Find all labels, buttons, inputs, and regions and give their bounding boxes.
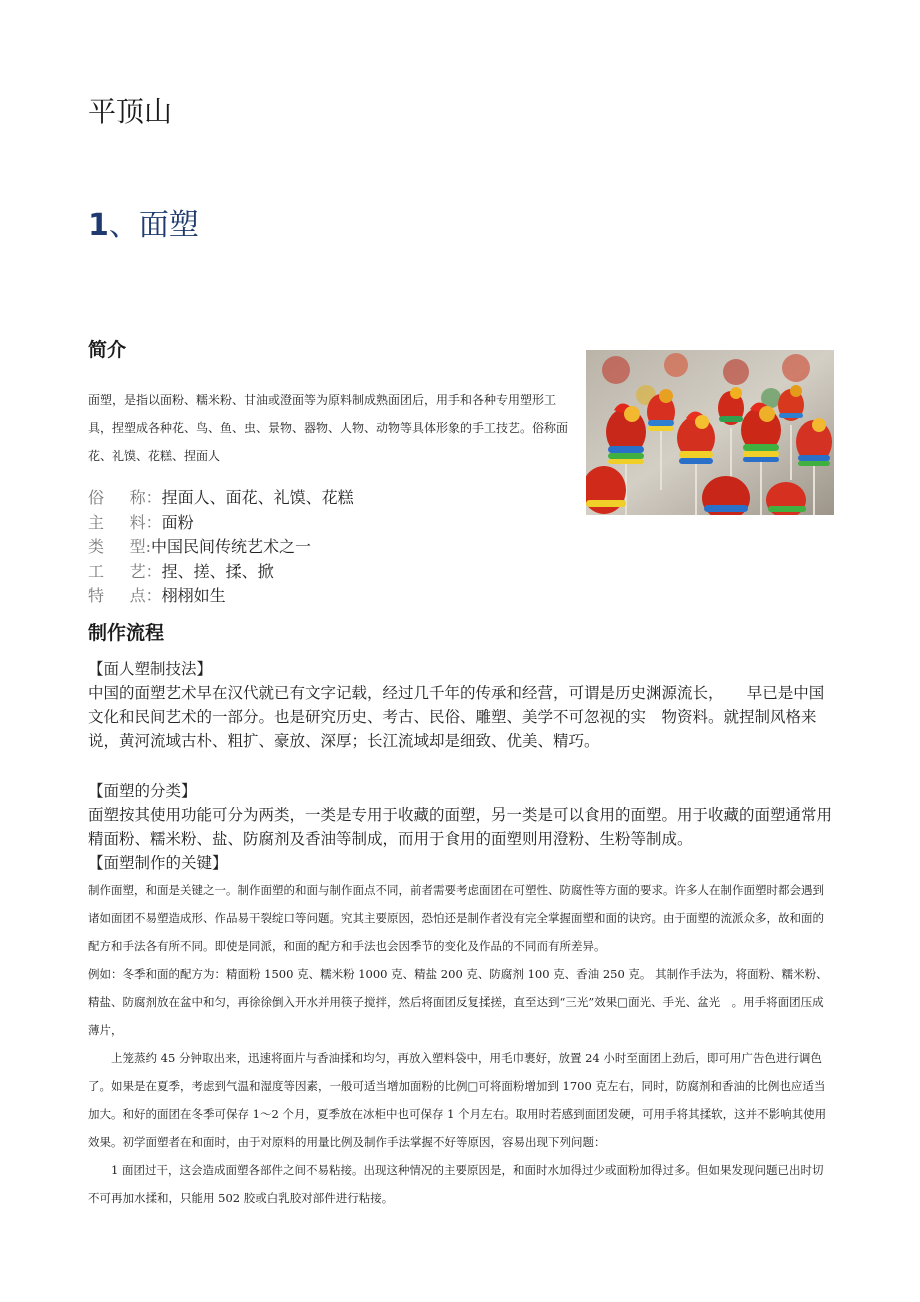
dough-rooster-photo: [586, 350, 834, 515]
info-row: [88, 560, 354, 585]
info-row: [88, 535, 354, 560]
subsection-paragraph: 中国的面塑艺术早在汉代就已有文字记载，经过几千年的传承和经营，可谓是历史渊源流长， 早已是中国文化和民间艺术的一部分。也是研究历史、考古、民俗、雕塑、美学不可忽视的实 物资料。就捏制风格来说，黄河流域古朴、粗扩、豪放、深厚；长江流域却是细致、优美、精巧。: [88, 684, 825, 750]
info-value: 面粉: [161, 512, 194, 532]
info-label: 主 料：: [88, 512, 162, 532]
process-section-1: [88, 657, 834, 753]
info-value: 捏、搓、揉、掀: [161, 561, 274, 581]
info-value: 中国民间传统艺术之一: [151, 537, 312, 556]
subsection-title: 【面塑的分类】: [88, 782, 197, 800]
section-heading: [88, 200, 199, 244]
info-box: [88, 486, 354, 609]
subsection-title: 【面塑制作的关键】: [88, 854, 228, 872]
intro-paragraph: 面塑，是指以面粉、糯米粉、甘油或澄面等为原料制成熟面团后，用手和各种专用塑形工具，捏塑成各种花、鸟、鱼、虫、景物、器物、人物、动物等具体形象的手工技艺。俗称面花、礼馍、花糕、捏面人: [88, 393, 569, 463]
body-paragraph: 制作面塑，和面是关键之一。制作面塑的和面与制作面点不同，前者需要考虑面团在可塑性、防腐性等方面的要求。许多人在制作面塑时都会遇到诸如面团不易塑造成形、作品易干裂绽口等问题。究其主要原因，恐怕还是制作者没有完全掌握面塑和面的诀窍。由于面塑的流派众多，故和面的配方和手法各有所不同。即使是同派，和面的配方和手法也会因季节的变化及作品的不同而有所差异。: [88, 883, 824, 953]
info-row: [88, 584, 354, 609]
info-label: 特 点：: [88, 586, 162, 605]
info-value: 捏面人、面花、礼馍、花糕: [161, 488, 354, 507]
info-row: [88, 486, 354, 511]
subsection-paragraph: 面塑按其使用功能可分为两类，一类是专用于收藏的面塑，另一类是可以食用的面塑。用于收藏的面塑通常用精面粉、糯米粉、盐、防腐剂及香油等制成，而用于食用的面塑则用澄粉、生粉等制成。: [88, 806, 833, 848]
process-section-2: [88, 779, 834, 875]
info-value: 栩栩如生: [161, 586, 226, 605]
info-label: 类 型:: [88, 537, 152, 556]
info-row: [88, 511, 354, 536]
info-label: 工 艺：: [88, 561, 162, 581]
intro-heading: 简介: [88, 339, 127, 361]
document-title: 平顶山: [88, 95, 173, 128]
subsection-title: 【面人塑制技法】: [88, 660, 213, 678]
process-section-3: [88, 876, 834, 1212]
section-number: 1: [88, 208, 109, 243]
body-paragraph: 例如：冬季和面的配方为：精面粉 1500 克、糯米粉 1000 克、精盐 200 克、防腐剂 100 克、香油 250 克。 其制作手法为，将面粉、糯米粉、精盐、防腐剂放在盆中和匀，再徐徐倒入开水并用筷子搅拌，然后将面团反复揉搓，直至达到“三光”效果□面光、手光、盆光 。用手将面团压成薄片，: [88, 967, 828, 1037]
info-label: 俗 称：: [88, 488, 162, 507]
body-paragraph: 上笼蒸约 45 分钟取出来，迅速将面片与香油揉和均匀，再放入塑料袋中，用毛巾裹好，放置 24 小时至面团上劲后，即可用广告色进行调色了。如果是在夏季，考虑到气温和湿度等因素，一般可适当增加面粉的比例□可将面粉增加到 1700 克左右，同时，防腐剂和香油的比例也应适当加大。和好的面团在冬季可保存 1～2 个月，夏季放在冰柜中也可保存 1 个月左右。取用时若感到面团发硬，可用手将其揉软，这并不影响其使用效果。初学面塑者在和面时，由于对原料的用量比例及制作手法掌握不好等原因，容易出现下列问题：: [88, 1051, 827, 1149]
body-paragraph: 1 面团过干，这会造成面塑各部件之间不易粘接。出现这种情况的主要原因是，和面时水加得过少或面粉加得过多。但如果发现问题已出时切不可再加水揉和，只能用 502 胶或白乳胶对部件进行粘接。: [88, 1163, 824, 1205]
section-title: 、面塑: [108, 208, 199, 243]
process-heading: 制作流程: [88, 622, 165, 644]
